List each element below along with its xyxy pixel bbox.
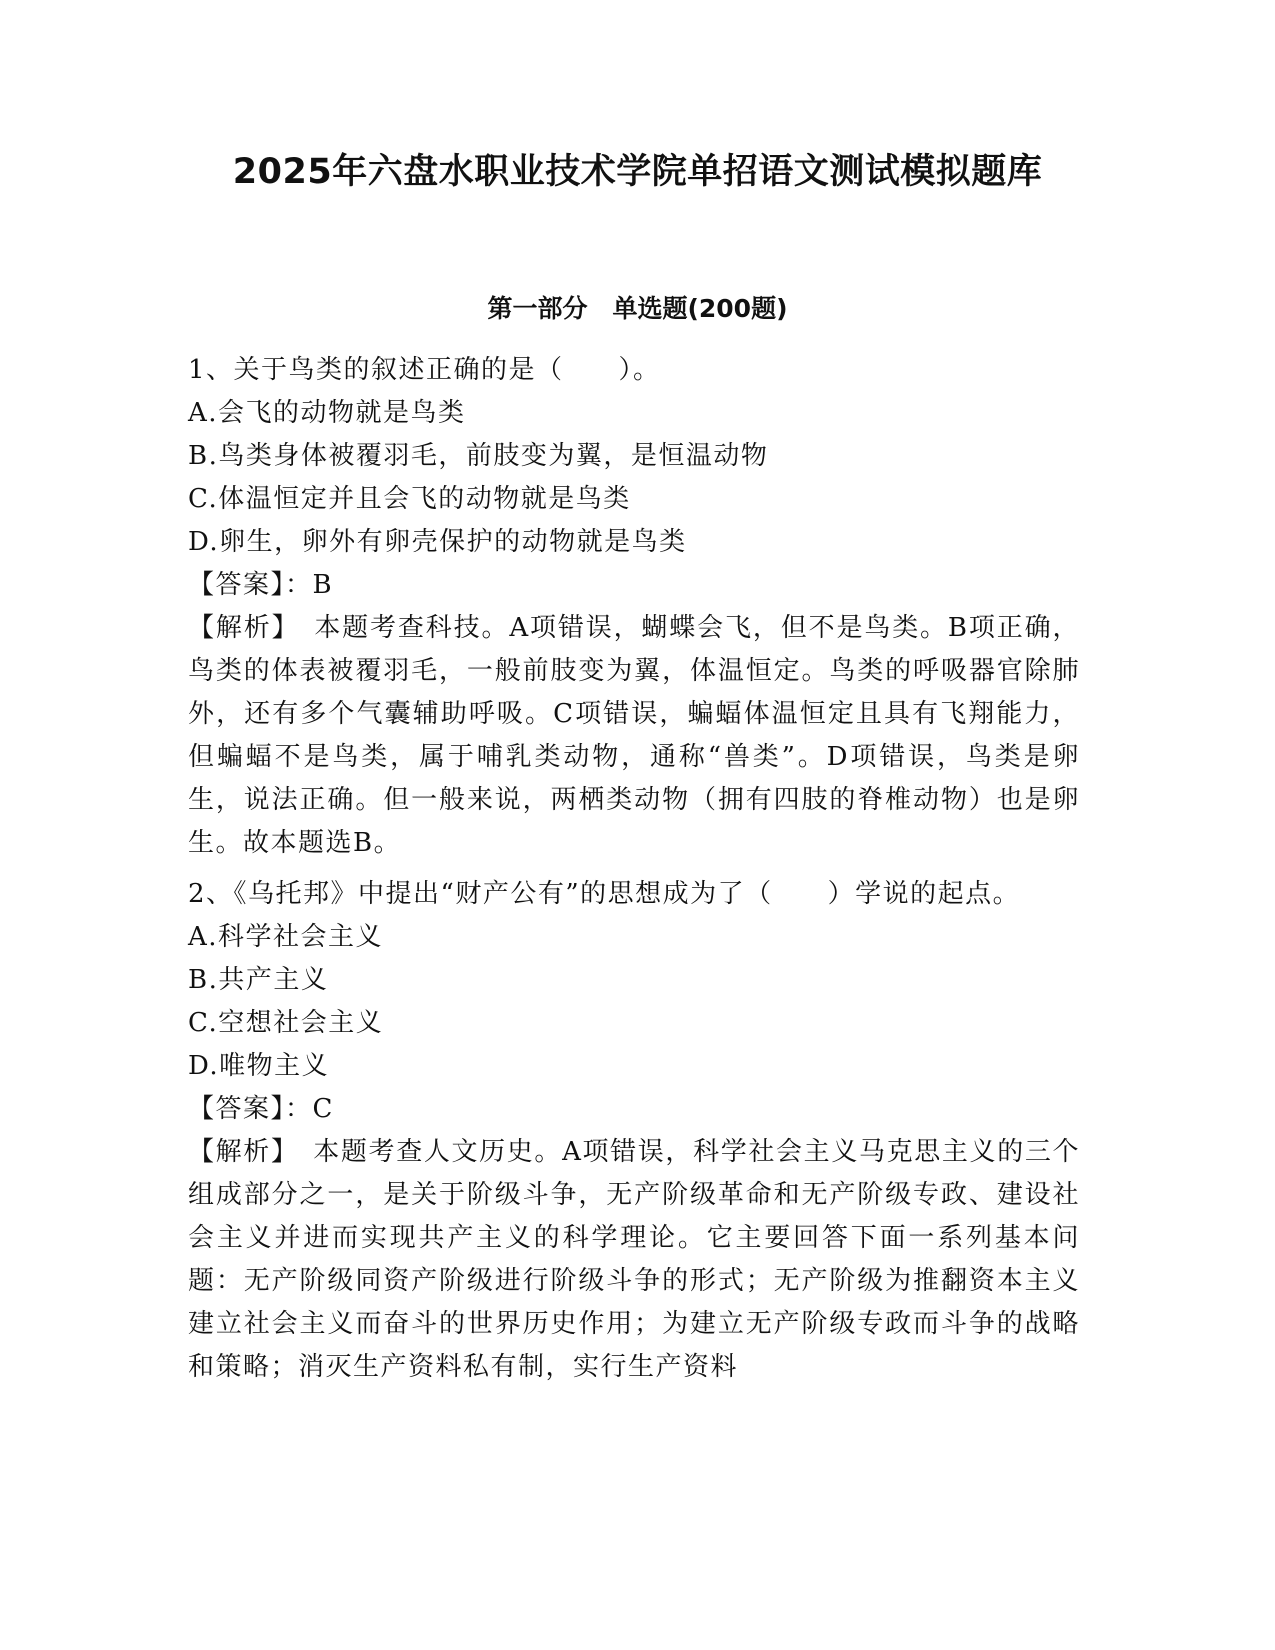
analysis-paragraph: [188, 1131, 1080, 1389]
answer-value: C: [312, 1094, 334, 1124]
option-c: C.空想社会主义: [188, 1008, 384, 1038]
section-title: 第一部分 单选题(200题): [487, 294, 788, 323]
option-c: C.体温恒定并且会飞的动物就是鸟类: [188, 484, 631, 514]
analysis-text: 本题考查人文历史。A项错误，科学社会主义马克思主义的三个组成部分之一，是关于阶级斗争，无产阶级革命和无产阶级专政、建设社会主义并进而实现共产主义的科学理论。它主要回答下面一系列基本问题：无产阶级同资产阶级进行阶级斗争的形式；无产阶级为推翻资本主义建立社会主义而奋斗的世界历史作用；为建立无产阶级专政而斗争的战略和策略；消灭生产资料私有制，实行生产资料: [188, 1137, 1080, 1382]
answer-line: [188, 1088, 1080, 1131]
answer-label: 【答案】：: [188, 1094, 313, 1124]
option-a: A.会飞的动物就是鸟类: [188, 398, 466, 428]
option-d: D.卵生，卵外有卵壳保护的动物就是鸟类: [188, 527, 687, 557]
question-list: [188, 349, 1080, 1389]
analysis-paragraph: [188, 607, 1080, 865]
option-d: D.唯物主义: [188, 1051, 330, 1081]
option-a: A.科学社会主义: [188, 922, 384, 952]
analysis-label: 【解析】: [188, 613, 315, 643]
question-stem: 2、《乌托邦》中提出“财产公有”的思想成为了（ ）学说的起点。: [188, 879, 1021, 909]
analysis-label: 【解析】: [188, 1137, 314, 1167]
answer-value: B: [312, 570, 334, 600]
analysis-text: 本题考查科技。A项错误，蝴蝶会飞，但不是鸟类。B项正确，鸟类的体表被覆羽毛，一般前肢变为翼，体温恒定。鸟类的呼吸器官除肺外，还有多个气囊辅助呼吸。C项错误，蝙蝠体温恒定且具有飞翔能力，但蝙蝠不是鸟类，属于哺乳类动物，通称“兽类”。D项错误，鸟类是卵生，说法正确。但一般来说，两栖类动物（拥有四肢的脊椎动物）也是卵生。故本题选B。: [188, 613, 1080, 858]
question-stem: 1、关于鸟类的叙述正确的是（ ）。: [188, 355, 661, 385]
option-b: B.共产主义: [188, 965, 329, 995]
question-1: [188, 349, 1080, 865]
answer-label: 【答案】：: [188, 570, 313, 600]
answer-line: [188, 564, 1080, 607]
question-2: [188, 873, 1080, 1389]
option-b: B.鸟类身体被覆羽毛，前肢变为翼，是恒温动物: [188, 441, 769, 471]
document-title: 2025年六盘水职业技术学院单招语文测试模拟题库: [232, 152, 1043, 192]
